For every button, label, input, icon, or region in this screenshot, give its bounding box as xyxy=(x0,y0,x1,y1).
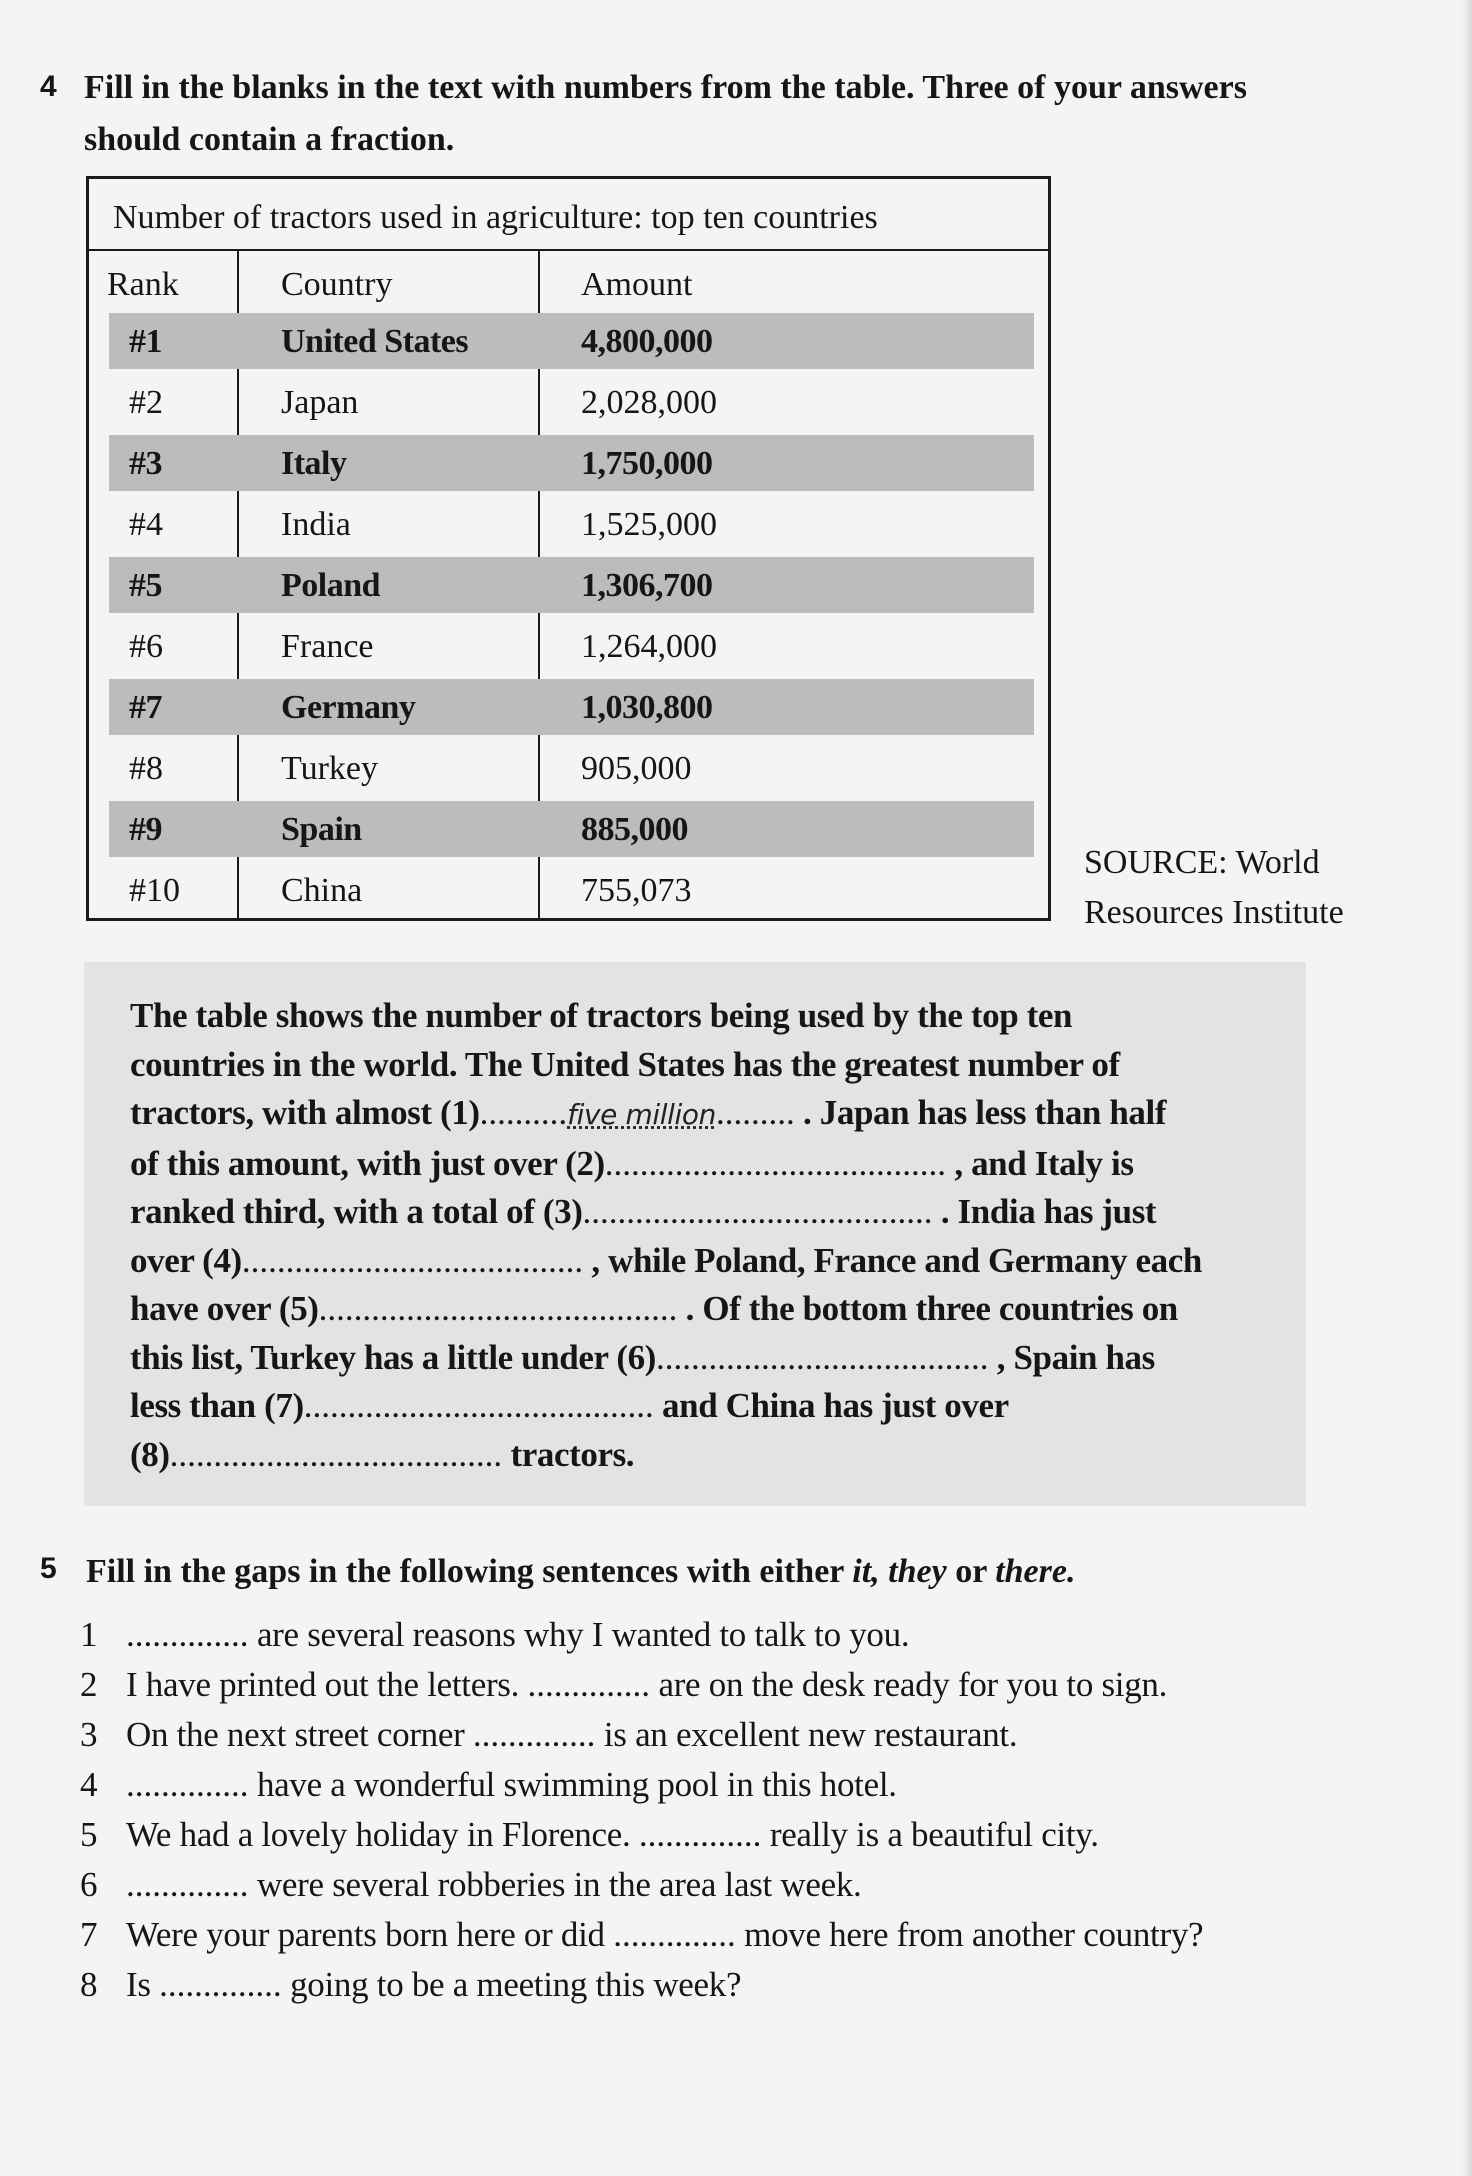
country-cell: Turkey xyxy=(281,750,378,787)
table-row xyxy=(89,433,1048,491)
blank-2[interactable]: ....................................... xyxy=(604,1143,947,1183)
sentence-blank[interactable]: .............. xyxy=(126,1765,249,1804)
rank-cell: #8 xyxy=(129,750,163,787)
sentence-item: 3 On the next street corner .............. is an excellent new restaurant. xyxy=(80,1715,1018,1754)
rank-cell: #9 xyxy=(129,811,162,848)
amount-cell: 2,028,000 xyxy=(581,384,717,421)
sentence-item: 4 .............. have a wonderful swimming pool in this hotel. xyxy=(80,1765,897,1804)
question-4-number: 4 xyxy=(40,70,57,103)
table-caption: Number of tractors used in agriculture: top ten countries xyxy=(89,179,1048,251)
country-cell: Italy xyxy=(281,445,347,482)
text-line: ranked third, with a total of (3)........................................ . India has just xyxy=(130,1192,1157,1231)
amount-cell: 4,800,000 xyxy=(581,323,713,360)
sentence-blank[interactable]: .............. xyxy=(638,1815,762,1854)
rank-cell: #3 xyxy=(129,445,162,482)
question-5-number: 5 xyxy=(40,1552,57,1585)
text-line: this list, Turkey has a little under (6)...................................... , Spain has xyxy=(130,1337,1155,1377)
handwritten-answer-1: five million xyxy=(567,1098,716,1131)
sentence-item: 5 We had a lovely holiday in Florence. .............. really is a beautiful city. xyxy=(80,1815,1099,1854)
blank-3[interactable]: ........................................ xyxy=(582,1192,933,1231)
text-line: of this amount, with just over (2)....................................... , and Italy is xyxy=(130,1143,1134,1183)
blank-6[interactable]: ...................................... xyxy=(655,1337,989,1377)
sentence-blank[interactable]: .............. xyxy=(472,1715,596,1754)
blank-5[interactable]: ......................................... xyxy=(318,1289,678,1328)
text-line: have over (5)......................................... . Of the bottom three countries on xyxy=(130,1289,1178,1328)
page-edge-shadow xyxy=(1462,0,1472,2176)
rank-cell: #10 xyxy=(129,872,180,909)
amount-cell: 755,073 xyxy=(581,872,692,909)
country-cell: Germany xyxy=(281,689,416,726)
table-row xyxy=(89,494,1048,552)
sentence-list xyxy=(80,1610,1400,2010)
amount-cell: 905,000 xyxy=(581,750,692,787)
sentence-blank[interactable]: .............. xyxy=(126,1615,249,1654)
blank-4[interactable]: ....................................... xyxy=(241,1240,584,1280)
sentence-blank[interactable]: .............. xyxy=(159,1965,282,2004)
rank-cell: #7 xyxy=(129,689,162,726)
table-row xyxy=(89,860,1048,918)
country-cell: United States xyxy=(281,323,469,360)
header-rank: Rank xyxy=(107,266,179,303)
table-row xyxy=(89,738,1048,796)
rank-cell: #5 xyxy=(129,567,162,604)
question-5-instruction: Fill in the gaps in the following sentences with either it, they or there. xyxy=(86,1553,1076,1590)
sentence-blank[interactable]: .............. xyxy=(126,1865,249,1904)
sentence-blank[interactable]: .............. xyxy=(613,1915,736,1954)
text-line: The table shows the number of tractors being used by the top ten xyxy=(130,996,1073,1035)
table-row xyxy=(89,372,1048,430)
text-line: (8)...................................... tractors. xyxy=(130,1434,635,1474)
sentence-item: 6 .............. were several robberies in the area last week. xyxy=(80,1865,862,1904)
table-row xyxy=(89,311,1048,369)
text-line: tractors, with almost (1)..........five million......... . Japan has less than half xyxy=(130,1093,1167,1132)
country-cell: France xyxy=(281,628,374,665)
rank-cell: #2 xyxy=(129,384,163,421)
header-amount: Amount xyxy=(581,266,693,303)
text-line: less than (7)........................................ and China has just over xyxy=(130,1386,1009,1425)
sentence-item: 7 Were your parents born here or did .............. move here from another country? xyxy=(80,1915,1204,1954)
country-cell: Poland xyxy=(281,567,381,604)
source-line-1: SOURCE: World xyxy=(1084,844,1320,881)
rank-cell: #4 xyxy=(129,506,163,543)
country-cell: China xyxy=(281,872,363,909)
table-row xyxy=(89,555,1048,613)
sentence-item: 8 Is .............. going to be a meeting this week? xyxy=(80,1965,742,2004)
amount-cell: 1,750,000 xyxy=(581,445,713,482)
sentence-blank[interactable]: .............. xyxy=(527,1665,651,1704)
gap-fill-paragraph xyxy=(130,992,1290,1479)
amount-cell: 1,030,800 xyxy=(581,689,713,726)
amount-cell: 885,000 xyxy=(581,811,688,848)
country-cell: Japan xyxy=(281,384,359,421)
table-row xyxy=(89,677,1048,735)
amount-cell: 1,525,000 xyxy=(581,506,717,543)
amount-cell: 1,264,000 xyxy=(581,628,717,665)
question-4-instruction-line-2: should contain a fraction. xyxy=(84,121,455,158)
amount-cell: 1,306,700 xyxy=(581,567,713,604)
country-cell: Spain xyxy=(281,811,362,848)
blank-7[interactable]: ........................................ xyxy=(303,1386,654,1425)
rank-cell: #6 xyxy=(129,628,163,665)
rank-cell: #1 xyxy=(129,323,162,360)
blank-8[interactable]: ...................................... xyxy=(169,1434,503,1474)
question-4-instruction xyxy=(84,62,1404,166)
table-row xyxy=(89,616,1048,674)
text-line: over (4)....................................... , while Poland, France and Germany each xyxy=(130,1240,1202,1280)
gap-fill-text-box xyxy=(84,962,1306,1506)
source-note xyxy=(1084,838,1344,938)
source-line-2: Resources Institute xyxy=(1084,894,1344,931)
question-4-instruction-line-1: Fill in the blanks in the text with numbers from the table. Three of your answers xyxy=(84,69,1247,106)
text-line: countries in the world. The United States has the greatest number of xyxy=(130,1044,1120,1084)
header-country: Country xyxy=(281,266,393,303)
country-cell: India xyxy=(281,506,351,543)
tractor-table xyxy=(86,176,1051,921)
sentence-item: 1 .............. are several reasons why I wanted to talk to you. xyxy=(80,1615,910,1654)
sentence-item: 2 I have printed out the letters. .............. are on the desk ready for you to sign. xyxy=(80,1665,1168,1704)
table-row xyxy=(89,799,1048,857)
